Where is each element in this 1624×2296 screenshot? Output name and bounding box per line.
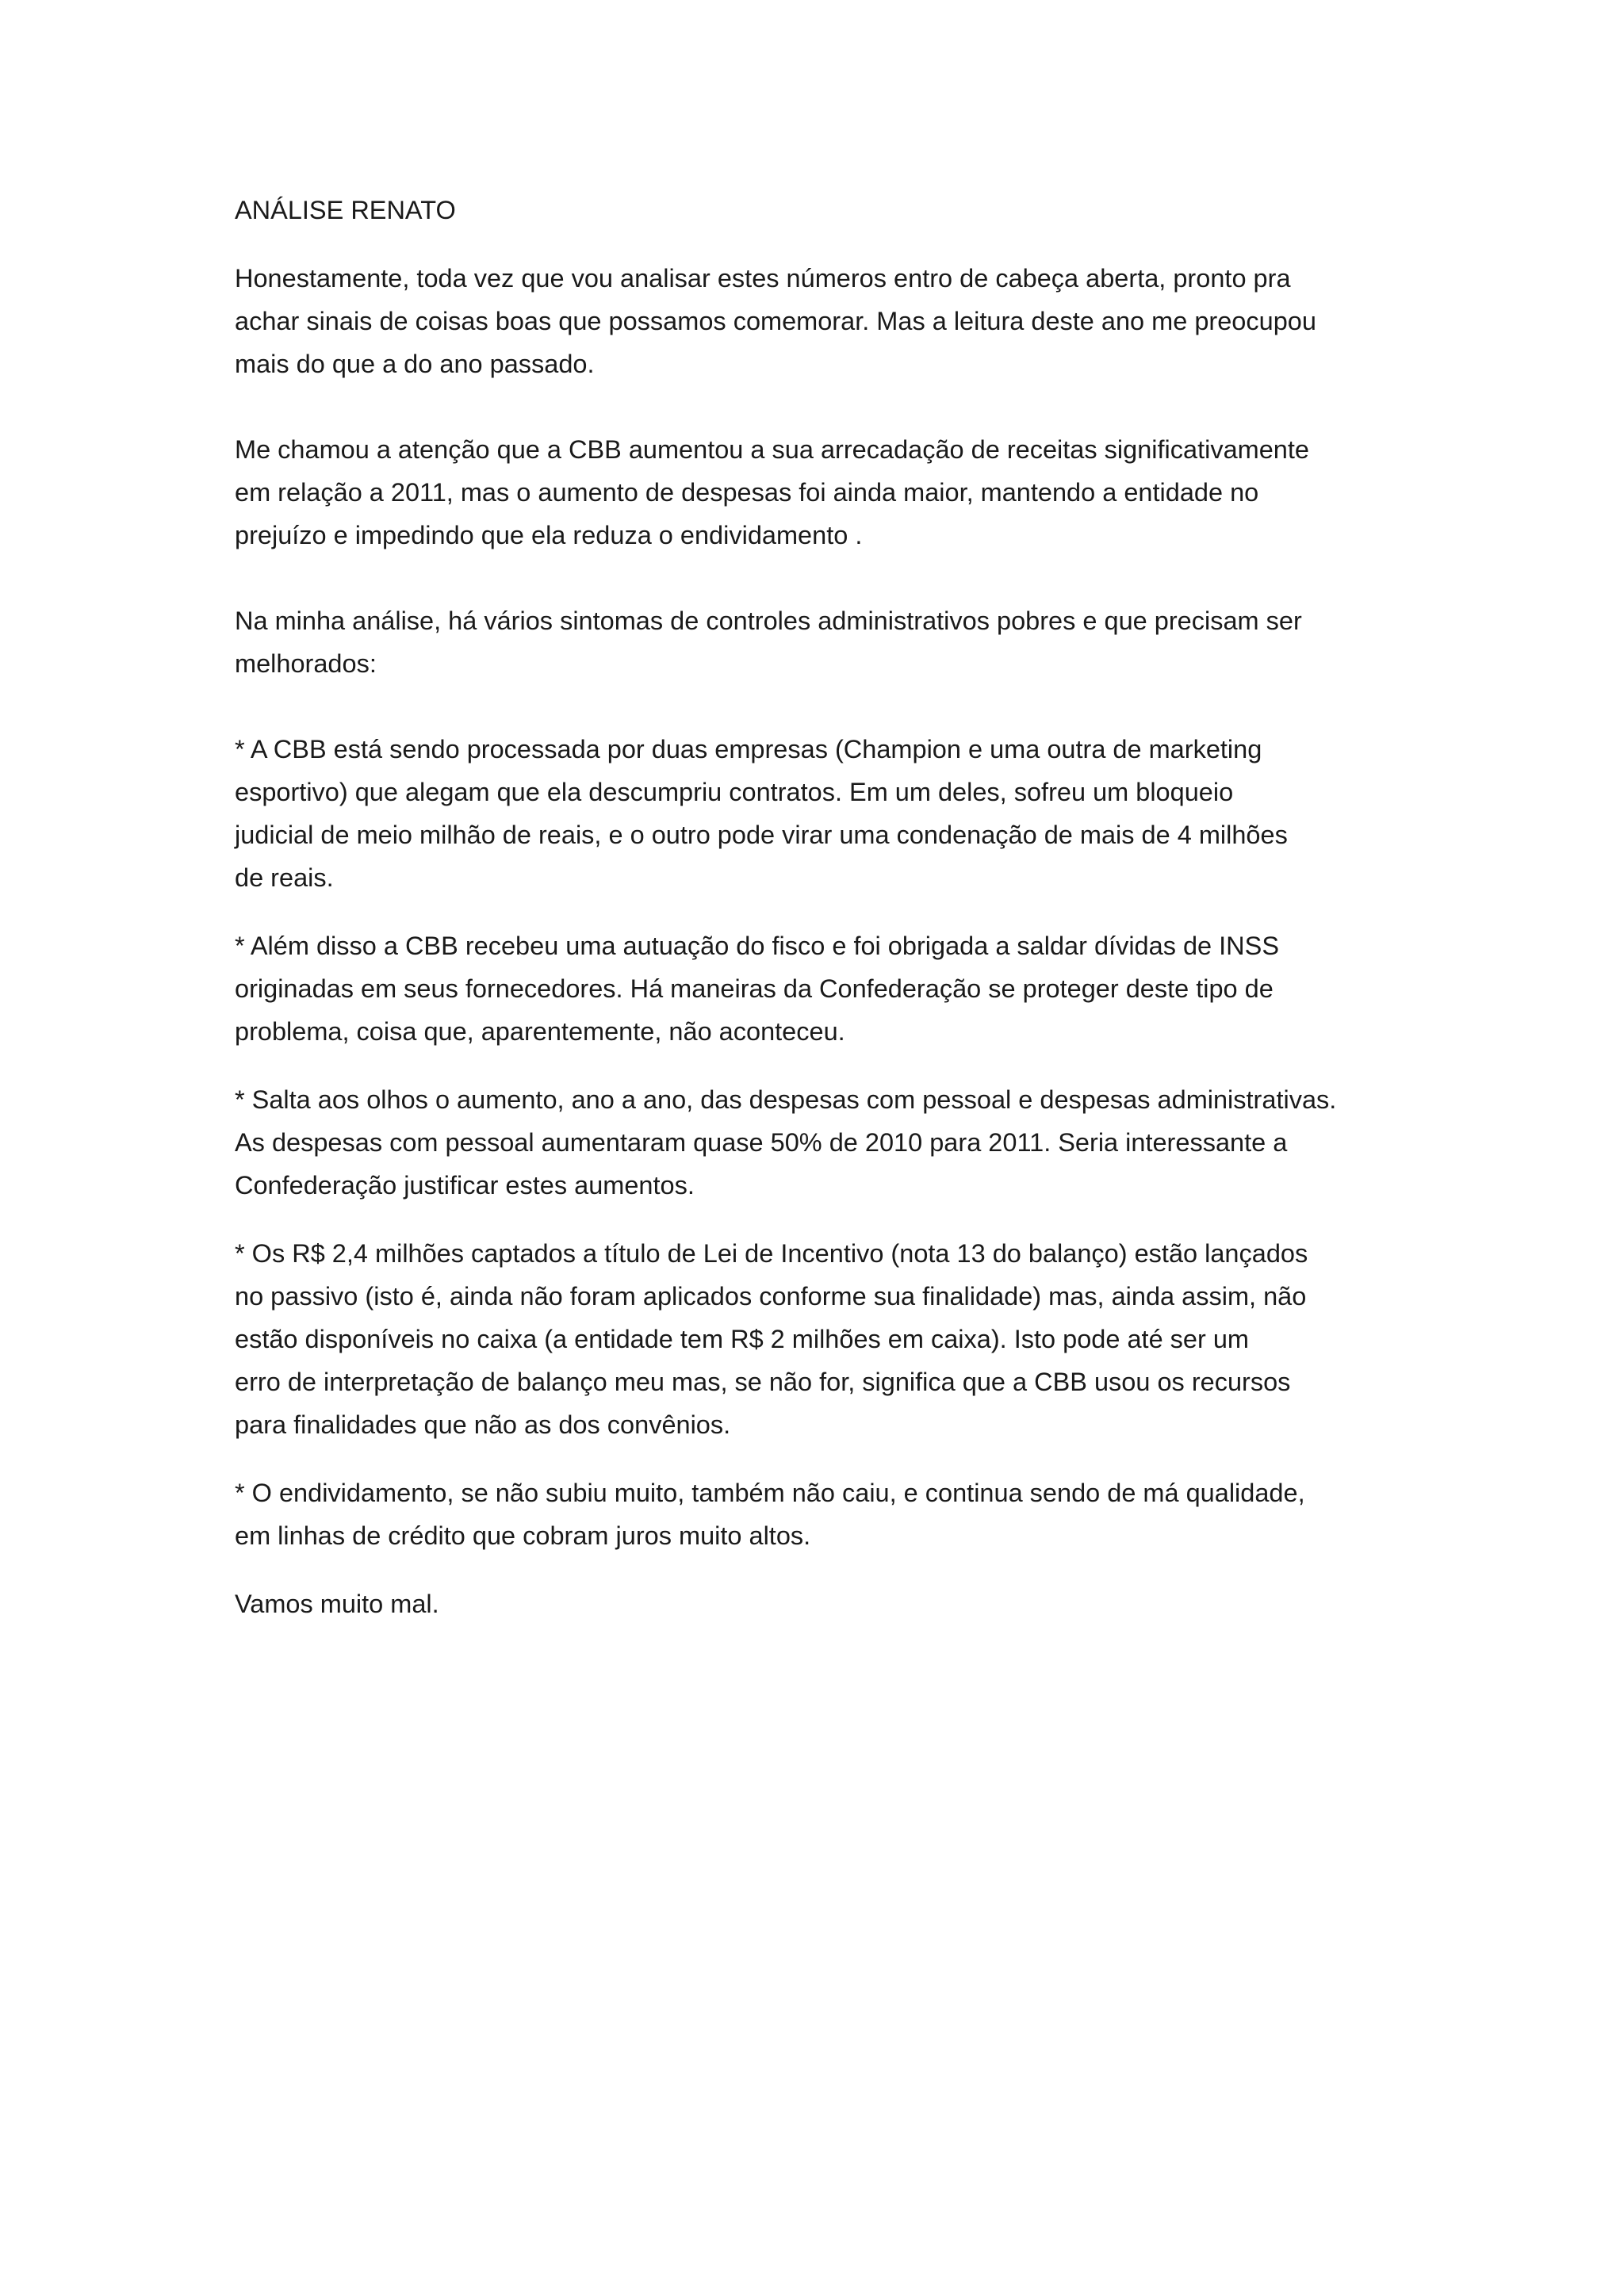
bullet-tax-assessment: * Além disso a CBB recebeu uma autuação do fisco e foi obrigada a saldar dívidas de INSS originadas em seus fornecedores. Há maneiras da Confederação se proteger deste tipo de problema, coisa que, aparentemente, não aconteceu. xyxy=(235,932,1280,1046)
document-title: ANÁLISE RENATO xyxy=(235,196,456,224)
bullet-personnel-expenses: * Salta aos olhos o aumento, ano a ano, das despesas com pessoal e despesas administrativas. As despesas com pessoal aumentaram quase 50% de 2010 para 2011. Seria interessante a Confederação justificar estes aumentos. xyxy=(235,1085,1337,1200)
bullet-incentive-law: * Os R$ 2,4 milhões captados a título de Lei de Incentivo (nota 13 do balanço) estão lançados no passivo (isto é, ainda não foram aplicados conforme sua finalidade) mas, ainda assim, não estão disponíveis no caixa (a entidade tem R$ 2 milhões em caixa). Isto pode até ser um erro de interpretação de balanço meu mas, se não for, significa que a CBB usou os recursos para finalidades que não as dos convênios. xyxy=(235,1239,1308,1439)
bullet-indebtedness: * O endividamento, se não subiu muito, também não caiu, e continua sendo de má qualidade, em linhas de crédito que cobram juros muito altos. xyxy=(235,1479,1305,1550)
paragraph-revenue: Me chamou a atenção que a CBB aumentou a sua arrecadação de receitas significativamente em relação a 2011, mas o aumento de despesas foi ainda maior, mantendo a entidade no prejuízo e impedindo que ela reduza o endividamento . xyxy=(235,435,1309,549)
bullet-lawsuits: * A CBB está sendo processada por duas empresas (Champion e uma outra de marketing esportivo) que alegam que ela descumpriu contratos. Em um deles, sofreu um bloqueio judicial de meio milhão de reais, e o outro pode virar uma condenação de mais de 4 milhões de reais. xyxy=(235,735,1288,892)
paragraph-symptoms-intro: Na minha análise, há vários sintomas de controles administrativos pobres e que precisam ser melhorados: xyxy=(235,607,1302,678)
document-body xyxy=(235,189,1408,1625)
paragraph-conclusion: Vamos muito mal. xyxy=(235,1590,439,1618)
paragraph-intro: Honestamente, toda vez que vou analisar estes números entro de cabeça aberta, pronto pra achar sinais de coisas boas que possamos comemorar. Mas a leitura deste ano me preocupou mais do que a do ano passado. xyxy=(235,264,1316,378)
